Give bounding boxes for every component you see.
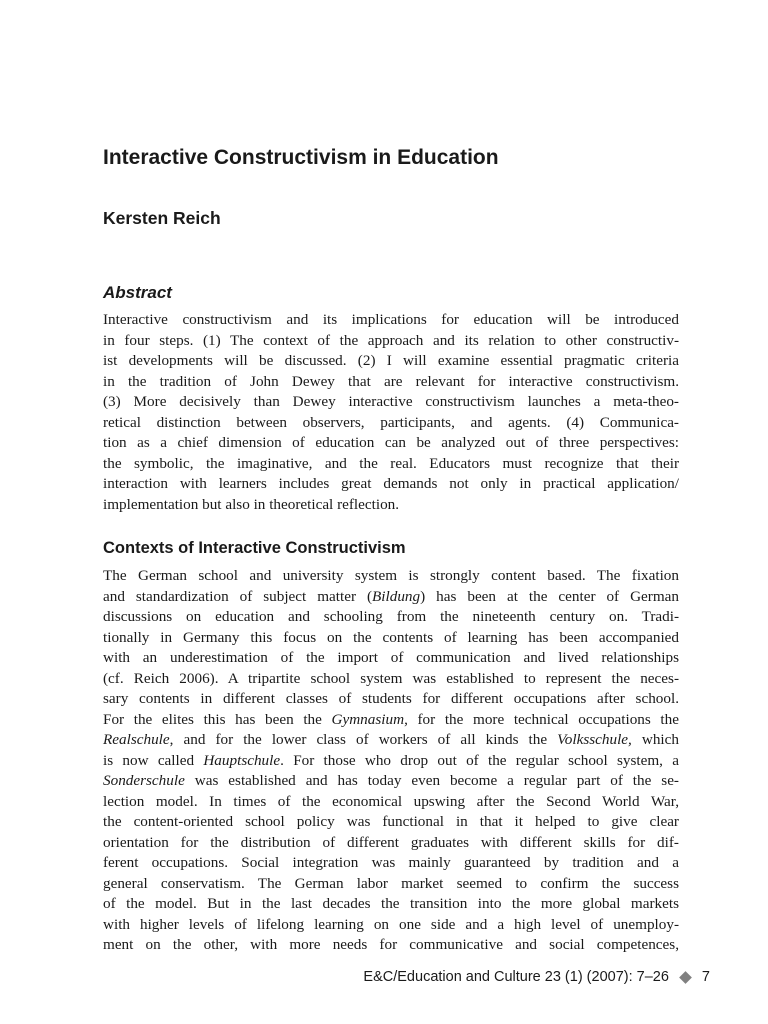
text-run: was established and has today even become a regular part of the se- bbox=[184, 772, 679, 789]
text-run: . For those who drop out of the regular school system, a bbox=[280, 751, 679, 769]
text-run: orientation for the distribution of different graduates with different skills for dif- bbox=[103, 833, 679, 851]
text-run: , and for the lower class of workers of all kinds the bbox=[169, 731, 558, 748]
abstract-line: in the tradition of John Dewey that are relevant for interactive constructivism. bbox=[103, 372, 679, 390]
text-run: ferent occupations. Social integration was mainly guaranteed by tradition and a bbox=[103, 854, 679, 871]
text-run: sary contents in different classes of students for different occupations after school. bbox=[103, 690, 679, 707]
text-run: with an underestimation of the import of communication and lived relationships bbox=[103, 649, 679, 666]
body-line bbox=[103, 730, 679, 751]
text-run: is now called bbox=[103, 751, 204, 769]
body-line bbox=[103, 689, 679, 710]
text-run: The German school and university system is strongly content based. The fixation bbox=[103, 567, 679, 584]
abstract-line: the symbolic, the imaginative, and the real. Educators must recognize that their bbox=[103, 454, 679, 472]
body-line bbox=[103, 648, 679, 669]
text-run: lection model. In times of the economical upswing after the Second World War, bbox=[103, 792, 679, 810]
italic-term: Sonderschule bbox=[103, 772, 185, 789]
body-line bbox=[103, 587, 679, 608]
abstract-line: (3) More decisively than Dewey interactive constructivism launches a meta-theo- bbox=[103, 393, 679, 410]
body-line bbox=[103, 607, 679, 628]
page-footer bbox=[363, 969, 710, 985]
body-line bbox=[103, 710, 679, 731]
diamond-icon bbox=[679, 971, 692, 984]
text-run: of the model. But in the last decades the transition into the more global markets bbox=[103, 895, 679, 912]
body-line bbox=[103, 751, 679, 772]
text-run: with higher levels of lifelong learning on one side and a high level of unemploy- bbox=[103, 915, 679, 933]
text-run: ment on the other, with more needs for communicative and social competences, bbox=[103, 936, 679, 953]
abstract-line: implementation but also in theoretical reflection. bbox=[103, 495, 400, 513]
text-run: , for the more technical occupations the bbox=[404, 710, 679, 728]
text-run: For the elites this has been the bbox=[103, 710, 332, 728]
body-line bbox=[103, 874, 679, 895]
article-title: Interactive Constructivism in Education bbox=[103, 146, 499, 169]
italic-term: Realschule bbox=[103, 731, 170, 748]
italic-term: Gymnasium bbox=[331, 710, 405, 728]
body-line bbox=[103, 771, 679, 792]
body-line bbox=[103, 894, 679, 915]
body-line bbox=[103, 792, 679, 813]
text-run: the content-oriented school policy was functional in that it helped to give clear bbox=[103, 813, 679, 830]
italic-term: Hauptschule bbox=[203, 751, 281, 769]
abstract-heading: Abstract bbox=[103, 283, 172, 302]
abstract-line: Interactive constructivism and its implications for education will be introduced bbox=[103, 311, 679, 328]
abstract-body bbox=[103, 310, 679, 515]
body-line bbox=[103, 669, 679, 690]
body-line bbox=[103, 566, 679, 587]
body-line bbox=[103, 833, 679, 854]
body-line bbox=[103, 628, 679, 649]
section-body bbox=[103, 566, 679, 956]
text-run: ) has been at the center of German bbox=[420, 587, 679, 605]
body-line bbox=[103, 812, 679, 833]
body-line bbox=[103, 935, 679, 956]
text-run: tionally in Germany this focus on the contents of learning has been accompanied bbox=[103, 628, 679, 646]
text-run: which bbox=[631, 731, 679, 748]
article-author: Kersten Reich bbox=[103, 208, 221, 228]
abstract-line: interaction with learners includes great demands not only in practical application/ bbox=[103, 475, 679, 492]
page-number: 7 bbox=[701, 969, 710, 985]
italic-term: Bildung bbox=[372, 587, 421, 605]
text-run: discussions on education and schooling from the nineteenth century on. Tradi- bbox=[103, 608, 679, 625]
abstract-line: tion as a chief dimension of education can be analyzed out of three perspectives: bbox=[103, 434, 679, 451]
body-line bbox=[103, 915, 679, 936]
italic-term: Volksschule, bbox=[557, 731, 632, 748]
text-run: (cf. Reich 2006). A tripartite school system was established to represent the neces- bbox=[103, 669, 679, 687]
abstract-line: in four steps. (1) The context of the approach and its relation to other constructiv- bbox=[103, 331, 679, 349]
text-run: general conservatism. The German labor market seemed to confirm the success bbox=[103, 874, 679, 892]
section-heading: Contexts of Interactive Constructivism bbox=[103, 539, 406, 557]
body-line bbox=[103, 853, 679, 874]
abstract-line: retical distinction between observers, participants, and agents. (4) Communica- bbox=[103, 413, 679, 431]
text-run: and standardization of subject matter ( bbox=[103, 587, 373, 605]
journal-citation: E&C/Education and Culture 23 (1) (2007): 7–26 bbox=[363, 969, 669, 985]
abstract-line: ist developments will be discussed. (2) I will examine essential pragmatic criteria bbox=[103, 352, 679, 369]
